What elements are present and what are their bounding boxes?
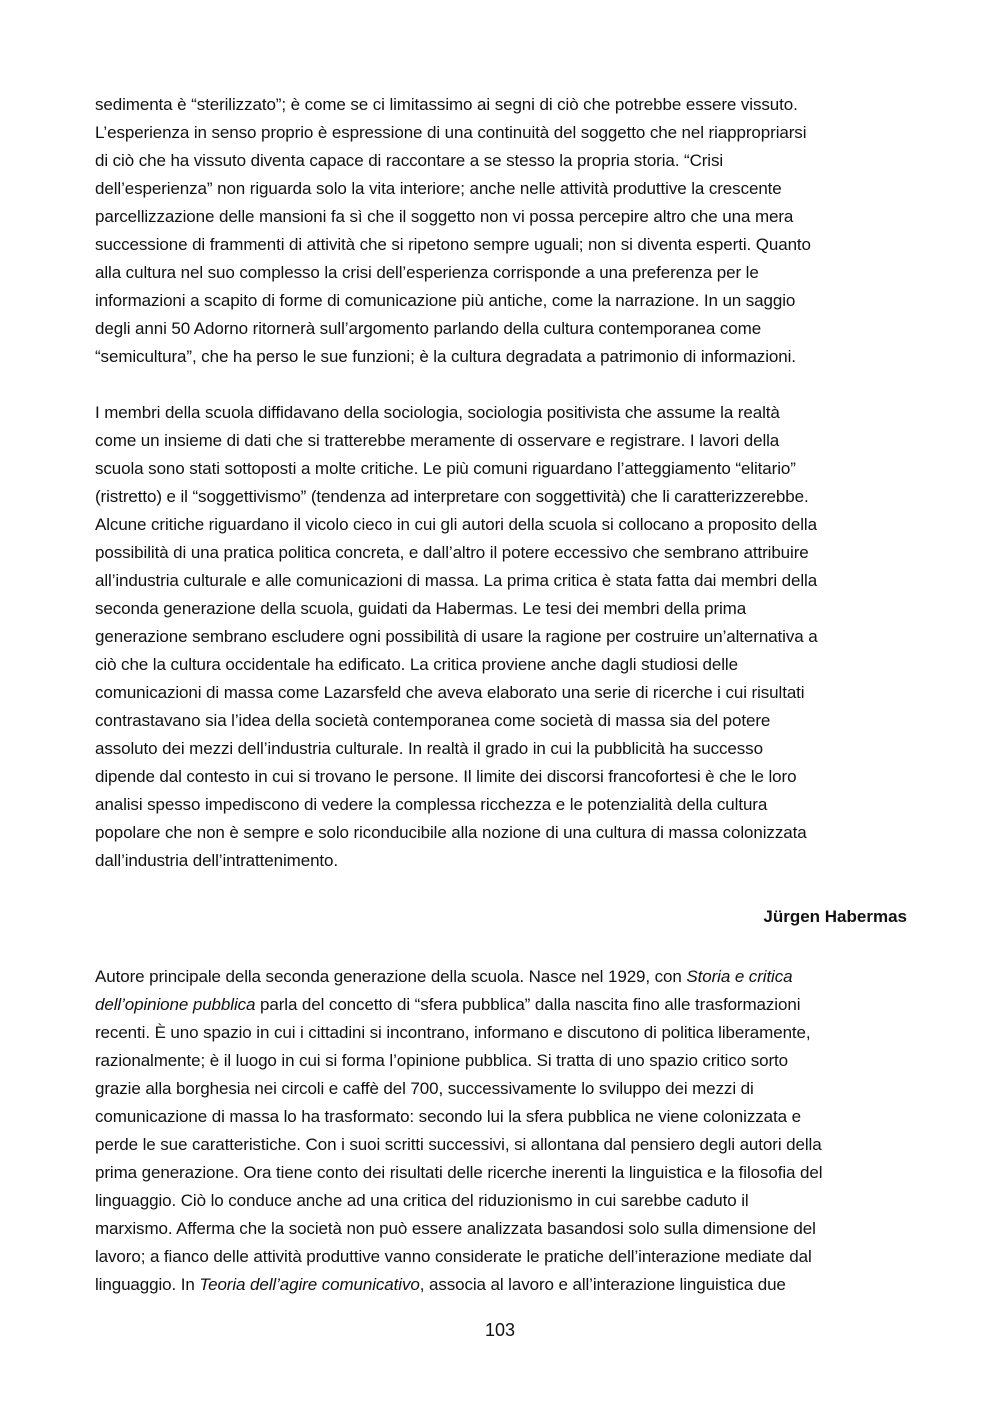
text-line: seconda generazione della scuola, guidati da Habermas. Le tesi dei membri della prima: [95, 599, 747, 618]
text-line: all’industria culturale e alle comunicazioni di massa. La prima critica è stata fatta dai membri della: [95, 571, 818, 590]
text-line: scuola sono stati sottoposti a molte critiche. Le più comuni riguardano l’atteggiamento “elitario”: [95, 459, 796, 478]
text-line: perde le sue caratteristiche. Con i suoi scritti successivi, si allontana dal pensiero degli autori della: [95, 1135, 822, 1154]
text-line: comunicazioni di massa come Lazarsfeld che aveva elaborato una serie di ricerche i cui risultati: [95, 683, 805, 702]
text-line: razionalmente; è il luogo in cui si forma l’opinione pubblica. Si tratta di uno spazio critico sorto: [95, 1051, 789, 1070]
text-line: [95, 991, 907, 1019]
text-run: , associa al lavoro e all’interazione linguistica due: [419, 1275, 786, 1294]
book-title: Storia e critica: [686, 967, 793, 986]
text-line: [95, 1271, 907, 1299]
text-line: recenti. È uno spazio in cui i cittadini si incontrano, informano e discutono di politica liberamente,: [95, 1023, 811, 1042]
text-line: marxismo. Afferma che la società non può essere analizzata basandosi solo sulla dimensione del: [95, 1219, 816, 1238]
text-line: informazioni a scapito di forme di comunicazione più antiche, come la narrazione. In un saggio: [95, 291, 796, 310]
text-line: assoluto dei mezzi dell’industria culturale. In realtà il grado in cui la pubblicità ha successo: [95, 739, 763, 758]
text-line: comunicazione di massa lo ha trasformato: secondo lui la sfera pubblica ne viene colonizzata e: [95, 1107, 801, 1126]
text-line: analisi spesso impediscono di vedere la complessa ricchezza e le potenzialità della cultura: [95, 795, 768, 814]
text-line: popolare che non è sempre e solo riconducibile alla nozione di una cultura di massa colonizzata: [95, 823, 807, 842]
text-line: “semicultura”, che ha perso le sue funzioni; è la cultura degradata a patrimonio di informazioni.: [95, 347, 796, 366]
text-line: ciò che la cultura occidentale ha edificato. La critica proviene anche dagli studiosi delle: [95, 655, 738, 674]
section-heading: Jürgen Habermas: [763, 907, 907, 926]
text-line: generazione sembrano escludere ogni possibilità di usare la ragione per costruire un’alternativa a: [95, 627, 818, 646]
paragraph-3: [95, 963, 907, 1299]
text-run: parla del concetto di “sfera pubblica” dalla nascita fino alle trasformazioni: [255, 995, 801, 1014]
paragraph-spacer: [95, 875, 907, 903]
text-line: Alcune critiche riguardano il vicolo cieco in cui gli autori della scuola si collocano a proposito della: [95, 515, 817, 534]
text-run: Autore principale della seconda generazione della scuola. Nasce nel 1929, con: [95, 967, 687, 986]
text-line: possibilità di una pratica politica concreta, e dall’altro il potere eccessivo che sembrano attribuire: [95, 543, 809, 562]
text-line: contrastavano sia l’idea della società contemporanea come società di massa sia del potere: [95, 711, 771, 730]
text-line: grazie alla borghesia nei circoli e caffè del 700, successivamente lo sviluppo dei mezzi di: [95, 1079, 754, 1098]
page-content: [95, 91, 907, 1299]
book-title: Teoria dell’agire comunicativo: [199, 1275, 420, 1294]
text-line: lavoro; a fianco delle attività produttive vanno considerate le pratiche dell’interazione mediate dal: [95, 1247, 812, 1266]
text-line: come un insieme di dati che si tratterebbe meramente di osservare e registrare. I lavori della: [95, 431, 780, 450]
text-run: linguaggio. In: [95, 1275, 200, 1294]
book-title: dell’opinione pubblica: [95, 995, 256, 1014]
text-line: [95, 963, 907, 991]
text-line: linguaggio. Ciò lo conduce anche ad una critica del riduzionismo in cui sarebbe caduto il: [95, 1191, 749, 1210]
text-line: prima generazione. Ora tiene conto dei risultati delle ricerche inerenti la linguistica e la filosofia del: [95, 1163, 823, 1182]
text-line: di ciò che ha vissuto diventa capace di raccontare a se stesso la propria storia. “Crisi: [95, 151, 724, 170]
text-line: parcellizzazione delle mansioni fa sì che il soggetto non vi possa percepire altro che una mera: [95, 207, 794, 226]
paragraph-2: [95, 399, 907, 875]
text-line: dall’industria dell’intrattenimento.: [95, 851, 339, 870]
text-line: (ristretto) e il “soggettivismo” (tendenza ad interpretare con soggettività) che li caratterizzerebbe.: [95, 487, 809, 506]
text-line: dell’esperienza” non riguarda solo la vita interiore; anche nelle attività produttive la crescente: [95, 179, 782, 198]
text-line: alla cultura nel suo complesso la crisi dell’esperienza corrisponde a una preferenza per le: [95, 263, 759, 282]
text-line: dipende dal contesto in cui si trovano le persone. Il limite dei discorsi francofortesi è che le loro: [95, 767, 797, 786]
page-number: 103: [484, 1320, 516, 1340]
text-line: successione di frammenti di attività che si ripetono sempre uguali; non si diventa esperti. Quanto: [95, 235, 811, 254]
text-line: L’esperienza in senso proprio è espressione di una continuità del soggetto che nel riappropriarsi: [95, 123, 807, 142]
paragraph-spacer: [95, 371, 907, 399]
paragraph-1: [95, 91, 907, 371]
text-line: I membri della scuola diffidavano della sociologia, sociologia positivista che assume la realtà: [95, 403, 780, 422]
text-line: degli anni 50 Adorno ritornerà sull’argomento parlando della cultura contemporanea come: [95, 319, 762, 338]
paragraph-spacer: [95, 931, 907, 963]
text-line: sedimenta è “sterilizzato”; è come se ci limitassimo ai segni di ciò che potrebbe essere vissuto.: [95, 95, 798, 114]
